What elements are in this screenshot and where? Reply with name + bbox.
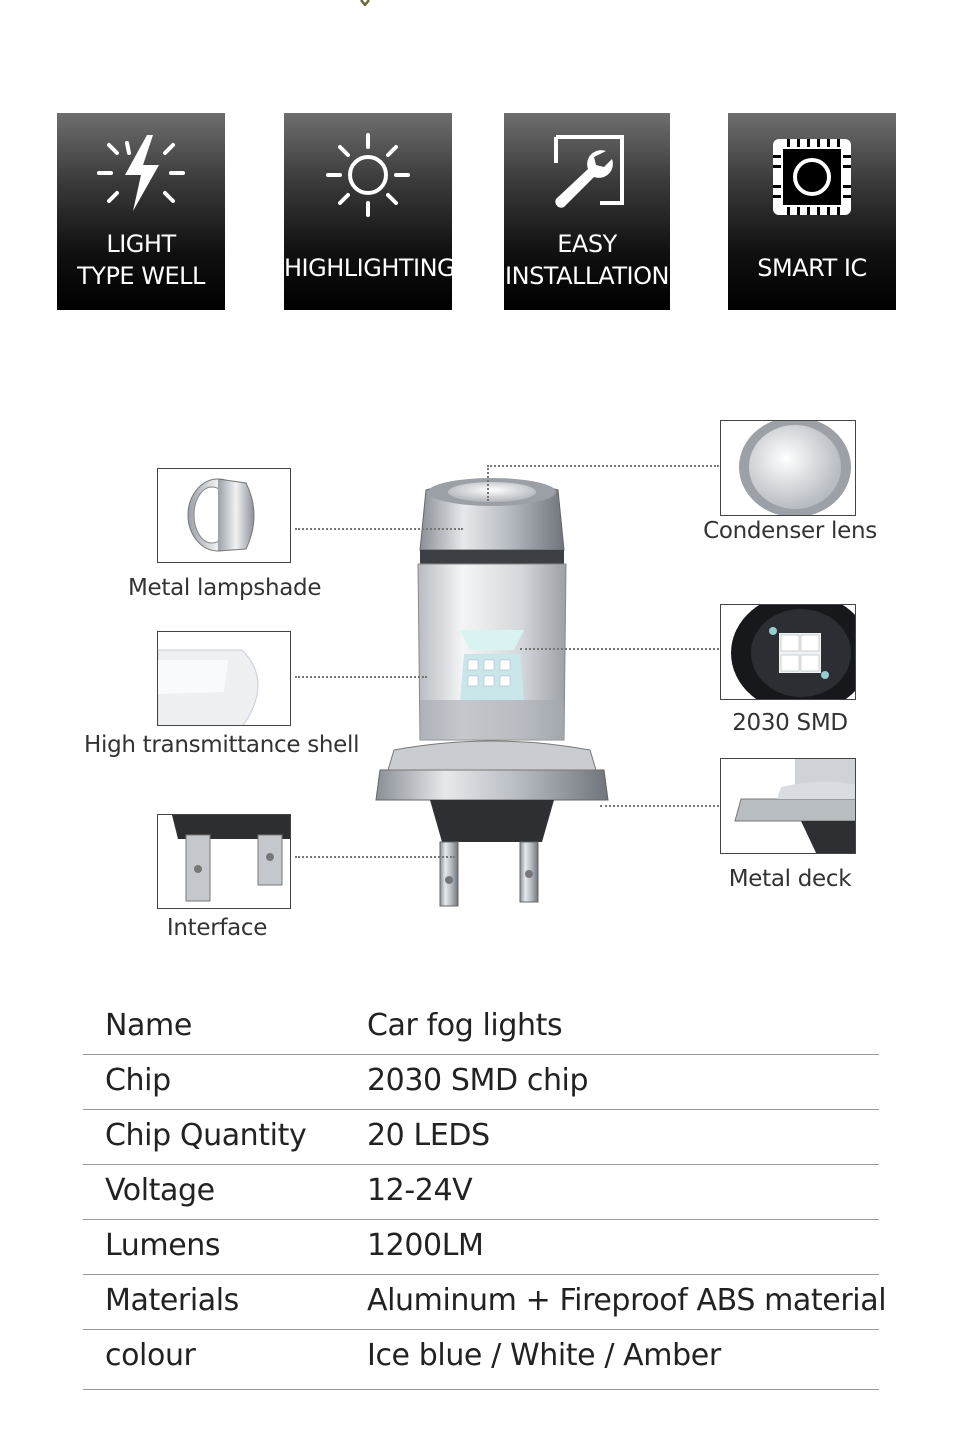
spec-table xyxy=(83,1000,887,1390)
smd-chip-image xyxy=(720,604,856,700)
feature-label: HIGHLIGHTING xyxy=(284,254,456,282)
spec-key: Name xyxy=(105,1008,192,1043)
spec-value: Ice blue / White / Amber xyxy=(367,1338,721,1373)
leader-line-interface xyxy=(295,856,455,858)
feature-tile-smart-ic xyxy=(728,113,896,310)
h7-bulb-image xyxy=(360,470,630,920)
spec-value: Car fog lights xyxy=(367,1008,563,1043)
part-label-metal-deck: Metal deck xyxy=(728,866,852,892)
condenser-lens-image xyxy=(720,420,856,516)
leader-line-metal-lampshade xyxy=(295,528,463,530)
spec-key: Lumens xyxy=(105,1228,221,1263)
feature-tile-highlighting xyxy=(284,113,456,310)
wrench-icon xyxy=(542,133,632,217)
spec-row-chip-quantity xyxy=(83,1110,879,1165)
spec-value: 12-24V xyxy=(367,1173,473,1208)
spec-row-chip xyxy=(83,1055,879,1110)
part-label-condenser-lens: Condenser lens xyxy=(703,518,877,544)
leader-line-smd xyxy=(520,648,719,650)
feature-tile-light-type-well xyxy=(57,113,225,310)
spec-key: colour xyxy=(105,1338,196,1373)
leader-line-condenser-lens-vertical xyxy=(487,465,489,501)
part-label-interface: Interface xyxy=(166,915,268,941)
spec-key: Materials xyxy=(105,1283,239,1318)
metal-deck-image xyxy=(720,758,856,854)
spec-key: Chip Quantity xyxy=(105,1118,307,1153)
leader-line-metal-deck xyxy=(600,805,719,807)
spec-value: 2030 SMD chip xyxy=(367,1063,589,1098)
part-label-smd: 2030 SMD xyxy=(732,710,848,736)
spec-value: 1200LM xyxy=(367,1228,484,1263)
feature-label: SMART IC xyxy=(757,254,867,282)
leader-line-condenser-lens xyxy=(487,465,719,467)
spec-row-lumens xyxy=(83,1220,879,1275)
part-label-high-transmittance-shell: High transmittance shell xyxy=(84,732,360,758)
high-transmittance-shell-image xyxy=(157,631,291,726)
spec-value: Aluminum + Fireproof ABS material xyxy=(367,1283,887,1318)
chip-icon xyxy=(767,135,857,219)
spec-value: 20 LEDS xyxy=(367,1118,490,1153)
spec-row-materials xyxy=(83,1275,887,1330)
feature-label: LIGHT TYPE WELL xyxy=(77,230,205,290)
spec-row-voltage xyxy=(83,1165,879,1220)
spec-key: Voltage xyxy=(105,1173,215,1208)
spec-row-name xyxy=(83,1000,879,1055)
sun-icon xyxy=(318,133,418,223)
interface-image xyxy=(157,814,291,909)
lightning-icon xyxy=(91,133,191,213)
spec-row-colour xyxy=(83,1330,879,1390)
feature-label: EASY INSTALLATION xyxy=(505,230,669,290)
part-label-metal-lampshade: Metal lampshade xyxy=(128,575,322,601)
top-edge-fragment xyxy=(355,0,375,6)
feature-tile-easy-installation xyxy=(504,113,670,310)
metal-lampshade-image xyxy=(157,468,291,563)
leader-line-shell xyxy=(295,676,427,678)
spec-key: Chip xyxy=(105,1063,171,1098)
